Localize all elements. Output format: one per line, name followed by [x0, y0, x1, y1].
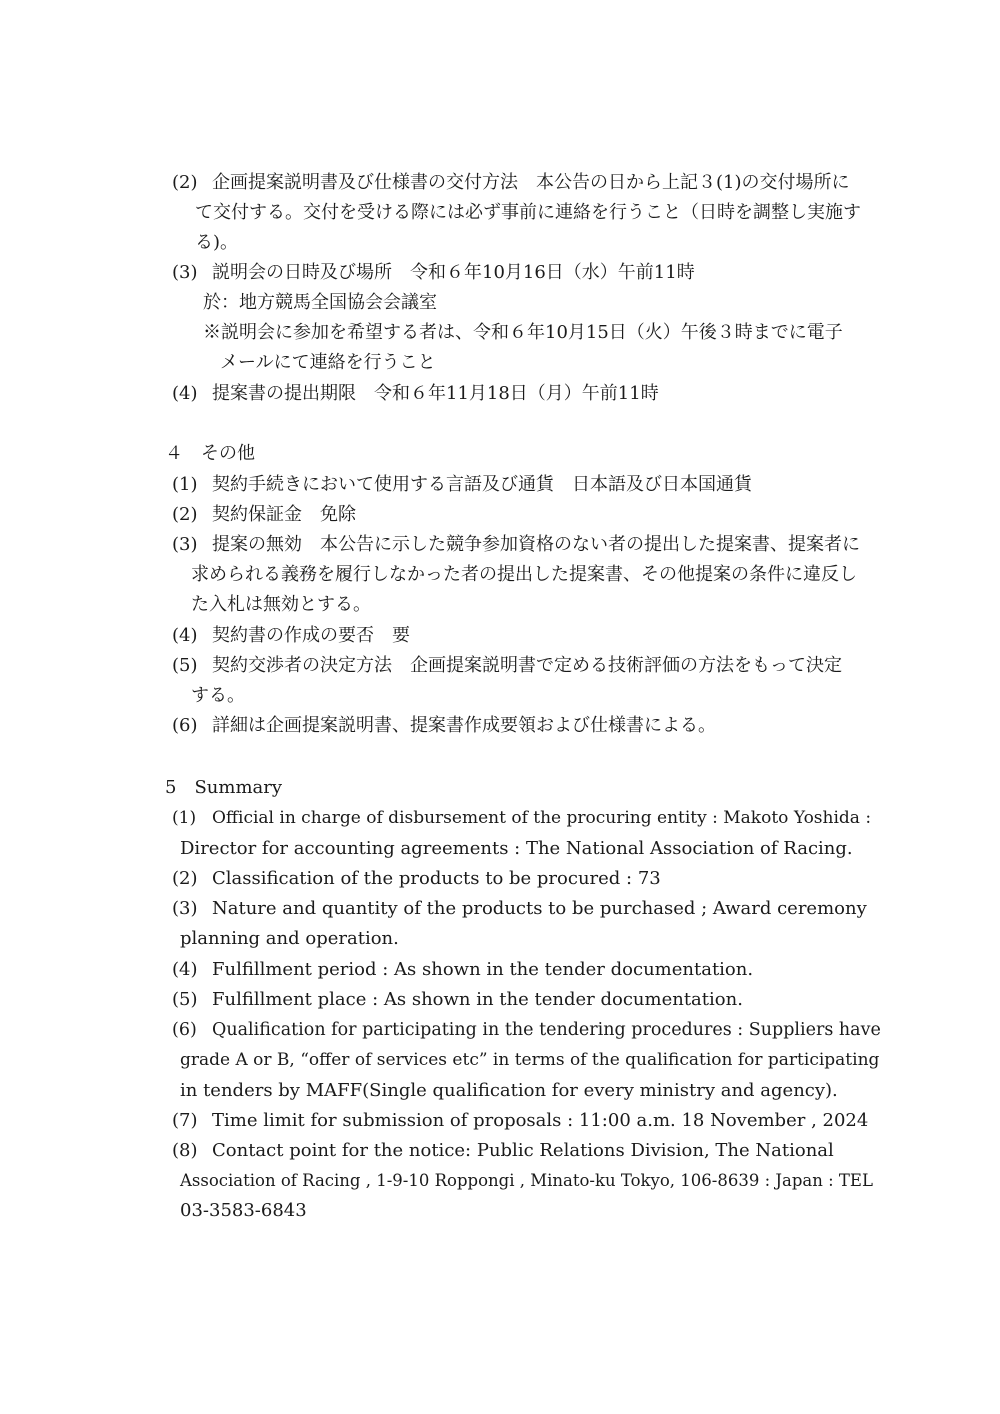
- item-number: (3): [172, 898, 198, 919]
- s3-item3-line4: メールにて連絡を行うこと: [220, 352, 436, 373]
- s5-item1-line2: Director for accounting agreements : The National Association of Racing.: [180, 838, 853, 859]
- s4-item1: (1) 契約手続きにおいて使用する言語及び通貨 日本語及び日本国通貨: [172, 470, 752, 500]
- s4-item2: (2) 契約保証金 免除: [172, 500, 356, 530]
- s4-item3-line3: た入札は無効とする。: [191, 594, 371, 615]
- s5-item8-line2: Association of Racing , 1-9-10 Roppongi , Minato-ku Tokyo, 106-8639 : Japan : TEL: [180, 1171, 873, 1190]
- s5-item6-line3: in tenders by MAFF(Single qualification for every ministry and agency).: [180, 1080, 838, 1101]
- s4-item3-line2: 求められる義務を履行しなかった者の提出した提案書、その他提案の条件に違反し: [191, 564, 857, 585]
- s5-item3-line2: planning and operation.: [180, 928, 399, 949]
- item-number: (5): [172, 655, 198, 676]
- item-number: (7): [172, 1110, 198, 1131]
- s3-item2-line3: る)。: [195, 232, 239, 253]
- s4-item5-line1: (5) 契約交渉者の決定方法 企画提案説明書で定める技術評価の方法をもって決定: [172, 651, 842, 681]
- s4-item6: (6) 詳細は企画提案説明書、提案書作成要領および仕様書による。: [172, 711, 716, 741]
- item-number: (1): [172, 808, 197, 828]
- item-number: (4): [172, 625, 198, 646]
- item-number: (5): [172, 989, 198, 1010]
- s5-item8-line1: (8) Contact point for the notice: Public Relations Division, The National: [172, 1136, 834, 1166]
- item-number: (4): [172, 959, 198, 980]
- item-number: (1): [172, 474, 198, 495]
- item-number: (2): [172, 172, 198, 193]
- s3-item3-line3: ※説明会に参加を希望する者は、令和６年10月15日（火）午後３時までに電子: [203, 322, 843, 343]
- item-number: (2): [172, 504, 198, 525]
- s3-item4-line1: (4) 提案書の提出期限 令和６年11月18日（月）午前11時: [172, 379, 659, 409]
- s3-item2-line1: (2) 企画提案説明書及び仕様書の交付方法 本公告の日から上記３(1)の交付場所に: [172, 168, 850, 198]
- s4-item5-line2: する。: [191, 685, 245, 706]
- s5-item6-line1: (6) Qualification for participating in the tendering procedures : Suppliers have: [172, 1015, 881, 1045]
- section4-heading: ４ その他: [165, 443, 255, 464]
- s5-item3-line1: (3) Nature and quantity of the products to be purchased ; Award ceremony: [172, 894, 867, 924]
- item-number: (6): [172, 1020, 197, 1040]
- item-number: (6): [172, 715, 198, 736]
- s5-item4: (4) Fulfillment period : As shown in the tender documentation.: [172, 955, 753, 985]
- item-number: (3): [172, 262, 198, 283]
- s5-item5: (5) Fulfillment place : As shown in the tender documentation.: [172, 985, 743, 1015]
- item-number: (8): [172, 1140, 198, 1161]
- s3-item3-line1: (3) 説明会の日時及び場所 令和６年10月16日（水）午前11時: [172, 258, 695, 288]
- s5-item6-line2: grade A or B, “offer of services etc” in terms of the qualification for participating: [180, 1050, 880, 1070]
- s3-item2-line2: て交付する。交付を受ける際には必ず事前に連絡を行うこと（日時を調整し実施す: [195, 202, 861, 223]
- s4-item3-line1: (3) 提案の無効 本公告に示した競争参加資格のない者の提出した提案書、提案者に: [172, 530, 860, 560]
- section5-heading: 5 Summary: [165, 777, 283, 798]
- s5-item1-line1: (1) Official in charge of disbursement of the procuring entity : Makoto Yoshida :: [172, 803, 871, 833]
- s5-item7: (7) Time limit for submission of proposals : 11:00 a.m. 18 November , 2024: [172, 1106, 868, 1136]
- s4-item4: (4) 契約書の作成の要否 要: [172, 621, 410, 651]
- item-number: (2): [172, 868, 198, 889]
- s3-item3-line2: 於：地方競馬全国協会会議室: [203, 292, 437, 313]
- item-number: (3): [172, 534, 198, 555]
- item-number: (4): [172, 383, 198, 404]
- s5-item2: (2) Classification of the products to be procured : 73: [172, 864, 661, 894]
- s5-item8-line3: 03-3583-6843: [180, 1200, 307, 1221]
